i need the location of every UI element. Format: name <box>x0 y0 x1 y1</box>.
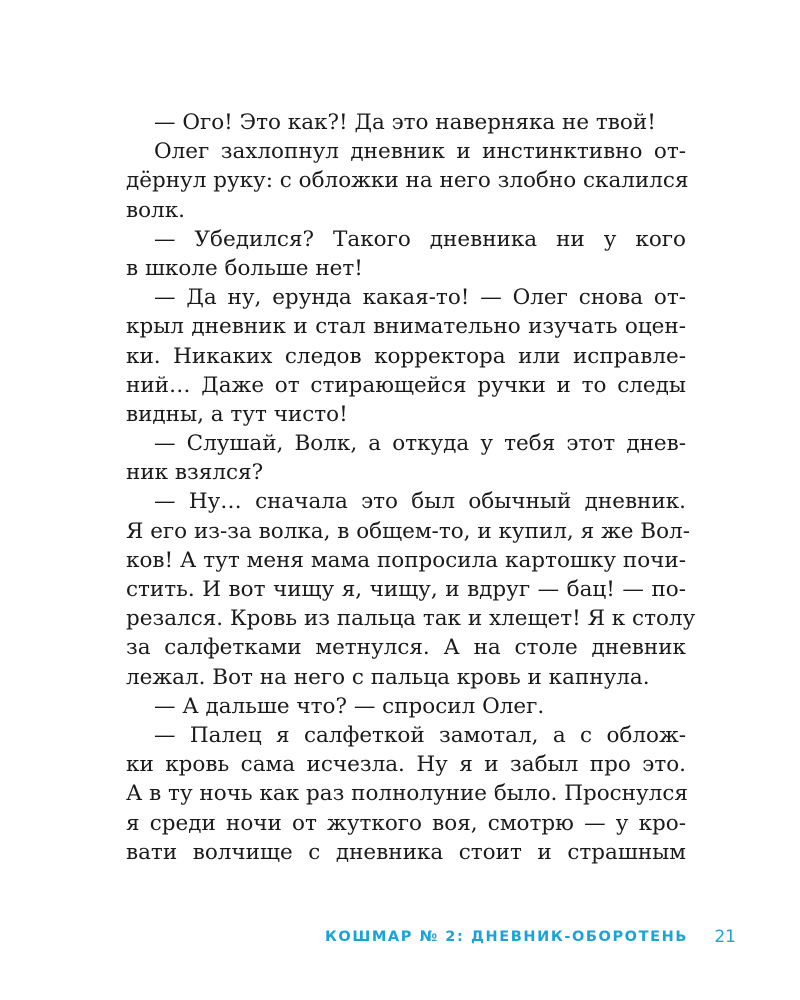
text-line: Олег захлопнул дневник и инстинктивно от- <box>154 139 686 165</box>
text-line: — Ну… сначала это был обычный дневник. <box>154 489 686 515</box>
text-line: А в ту ночь как раз полнолуние было. Проснулся <box>126 781 688 807</box>
text-line: я среди ночи от жуткого воя, смотрю — у кро- <box>126 810 686 836</box>
text-line: резался. Кровь из пальца так и хлещет! Я к столу <box>126 606 696 632</box>
text-line: ки кровь сама исчезла. Ну я и забыл про это. <box>126 752 686 778</box>
text-line: в школе больше нет! <box>126 255 363 281</box>
text-line: дёрнул руку: с обложки на него злобно скалился <box>126 168 689 194</box>
text-line: ний… Даже от стирающейся ручки и то следы <box>126 372 686 398</box>
page-footer <box>0 925 800 949</box>
text-line: вати волчище с дневника стоит и страшным <box>126 839 686 865</box>
text-line: — Ого! Это как?! Да это наверняка не твой! <box>154 110 656 135</box>
text-line: — Палец я салфеткой замотал, а с облож- <box>154 722 686 748</box>
text-line: видны, а тут чисто! <box>126 401 348 427</box>
text-line: — Слушай, Волк, а откуда у тебя этот днев- <box>154 431 686 457</box>
text-line: за салфетками метнулся. А на столе дневник <box>126 635 686 661</box>
text-line: стить. И вот чищу я, чищу, и вдруг — бац! — по- <box>126 577 686 602</box>
text-line: ник взялся? <box>126 460 264 486</box>
body-text <box>126 108 696 867</box>
text-line: — А дальше что? — спросил Олег. <box>154 693 545 719</box>
page-number: 21 <box>714 927 736 947</box>
text-line: ки. Никаких следов корректора или исправле- <box>126 343 686 369</box>
text-line: ков! А тут меня мама попросила картошку почи- <box>126 547 686 573</box>
text-line: волк. <box>126 197 185 223</box>
text-line: — Убедился? Такого дневника ни у кого <box>154 226 686 252</box>
text-line: — Да ну, ерунда какая-то! — Олег снова от- <box>154 285 686 311</box>
running-head: КОШМАР № 2: ДНЕВНИК-ОБОРОТЕНЬ <box>324 929 688 945</box>
text-line: лежал. Вот на него с пальца кровь и капнула. <box>126 664 650 690</box>
text-line: крыл дневник и стал внимательно изучать оцен- <box>126 314 686 340</box>
text-line: Я его из-за волка, в общем-то, и купил, я же Вол- <box>126 518 690 544</box>
